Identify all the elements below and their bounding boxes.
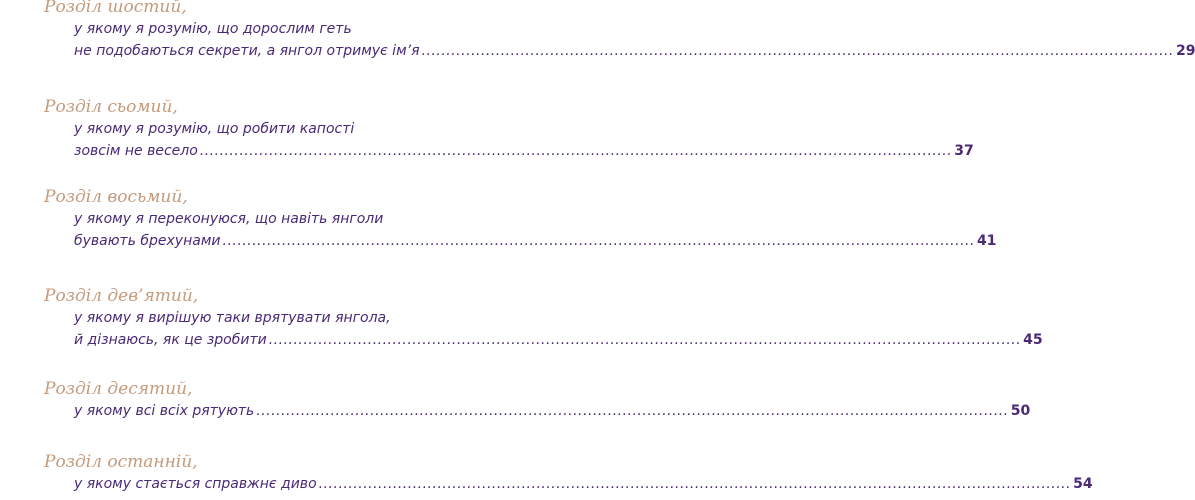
page-number: 37 xyxy=(954,143,974,159)
chapter-description-line: у якому я вирішую таки врятувати янгола, xyxy=(74,310,391,326)
dot-leader: ........................................................................................................................................................ xyxy=(421,43,1174,59)
chapter-last-line xyxy=(74,40,1195,62)
dot-leader: ........................................................................................................................................................ xyxy=(256,403,1009,419)
chapter-last-line xyxy=(74,329,1043,351)
page-number: 45 xyxy=(1023,332,1043,348)
page-number: 50 xyxy=(1010,403,1031,419)
chapter-title: Розділ восьмий, xyxy=(44,187,188,207)
page-number: 29 xyxy=(1175,43,1195,59)
chapter-last-line xyxy=(74,230,997,252)
chapter-description-end: у якому стається справжнє диво xyxy=(74,476,317,492)
chapter-title: Розділ шостий, xyxy=(44,0,187,17)
chapter-title: Розділ останній, xyxy=(44,452,198,472)
chapter-description-line: у якому я розумію, що дорослим геть xyxy=(74,21,352,37)
chapter-last-line xyxy=(74,400,1031,422)
chapter-description-line: у якому я переконуюся, що навіть янголи xyxy=(74,211,384,227)
toc-entry-chapter-9[interactable] xyxy=(44,285,1043,351)
chapter-description-end: зовсім не весело xyxy=(74,143,198,159)
page-number: 54 xyxy=(1073,476,1093,492)
chapter-title: Розділ десятий, xyxy=(44,379,193,399)
chapter-last-line xyxy=(74,140,974,162)
chapter-title: Розділ сьомий, xyxy=(44,97,178,117)
toc-entry-chapter-10[interactable] xyxy=(44,378,1031,422)
toc-entry-chapter-final[interactable] xyxy=(44,451,1093,495)
dot-leader: ........................................................................................................................................................ xyxy=(318,476,1072,492)
chapter-title: Розділ дев’ятий, xyxy=(44,286,199,306)
toc-entry-chapter-7[interactable] xyxy=(44,96,974,162)
dot-leader: ........................................................................................................................................................ xyxy=(199,143,953,159)
toc-entry-chapter-8[interactable] xyxy=(44,186,997,252)
chapter-description-end: бувають брехунами xyxy=(74,233,221,249)
chapter-description-end: й дізнаюсь, як це зробити xyxy=(74,332,267,348)
chapter-last-line xyxy=(74,473,1093,495)
chapter-description-end: у якому всі всіх рятують xyxy=(74,403,255,419)
page-number: 41 xyxy=(976,233,997,249)
dot-leader: ........................................................................................................................................................ xyxy=(222,233,975,249)
chapter-description-line: у якому я розумію, що робити капості xyxy=(74,121,355,137)
dot-leader: ........................................................................................................................................................ xyxy=(268,332,1022,348)
chapter-description-end: не подобаються секрети, а янгол отримує ім’я xyxy=(74,43,420,59)
toc-entry-chapter-6[interactable] xyxy=(44,0,1195,62)
